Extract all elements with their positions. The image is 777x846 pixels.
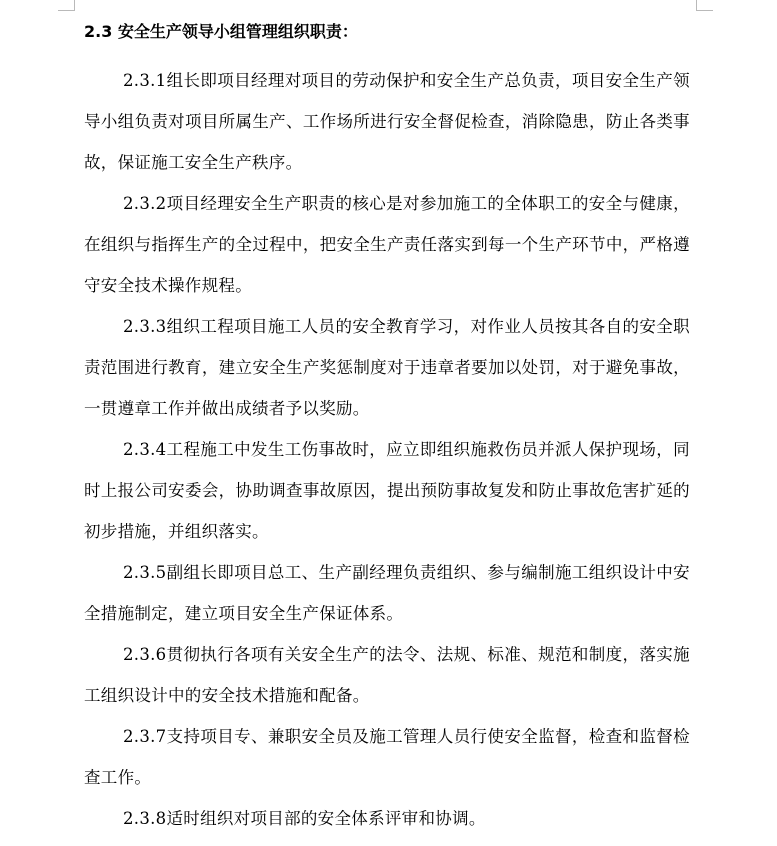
paragraph-2-3-1: 2.3.1组长即项目经理对项目的劳动保护和安全生产总负责，项目安全生产领导小组负责对项目所属生产、工作场所进行安全督促检查，消除隐患，防止各类事故，保证施工安全生产秩序。 [84, 71, 690, 172]
page-corner-mark-left [58, 0, 75, 11]
paragraph-2-3-4: 2.3.4工程施工中发生工伤事故时，应立即组织施救伤员并派人保护现场，同时上报公司安委会，协助调查事故原因，提出预防事故复发和防止事故危害扩延的初步措施，并组织落实。 [84, 440, 690, 541]
paragraph-2-3-7: 2.3.7支持项目专、兼职安全员及施工管理人员行使安全监督，检查和监督检查工作。 [84, 727, 690, 787]
document-page [84, 14, 690, 839]
paragraph-2-3-8: 2.3.8适时组织对项目部的安全体系评审和协调。 [123, 809, 486, 828]
paragraph-2-3-3: 2.3.3组织工程项目施工人员的安全教育学习，对作业人员按其各自的安全职责范围进行教育，建立安全生产奖惩制度对于违章者要加以处罚，对于避免事故，一贯遵章工作并做出成绩者予以奖励。 [84, 317, 690, 418]
paragraph-2-3-5: 2.3.5副组长即项目总工、生产副经理负责组织、参与编制施工组织设计中安全措施制定，建立项目安全生产保证体系。 [84, 563, 690, 623]
paragraph-2-3-2: 2.3.2项目经理安全生产职责的核心是对参加施工的全体职工的安全与健康，在组织与指挥生产的全过程中，把安全生产责任落实到每一个生产环节中，严格遵守安全技术操作规程。 [84, 194, 690, 295]
page-corner-mark-right [696, 0, 713, 11]
paragraph-2-3-6: 2.3.6贯彻执行各项有关安全生产的法令、法规、标准、规范和制度，落实施工组织设计中的安全技术措施和配备。 [84, 645, 690, 705]
section-heading: 2.3 安全生产领导小组管理组织职责： [84, 22, 358, 41]
